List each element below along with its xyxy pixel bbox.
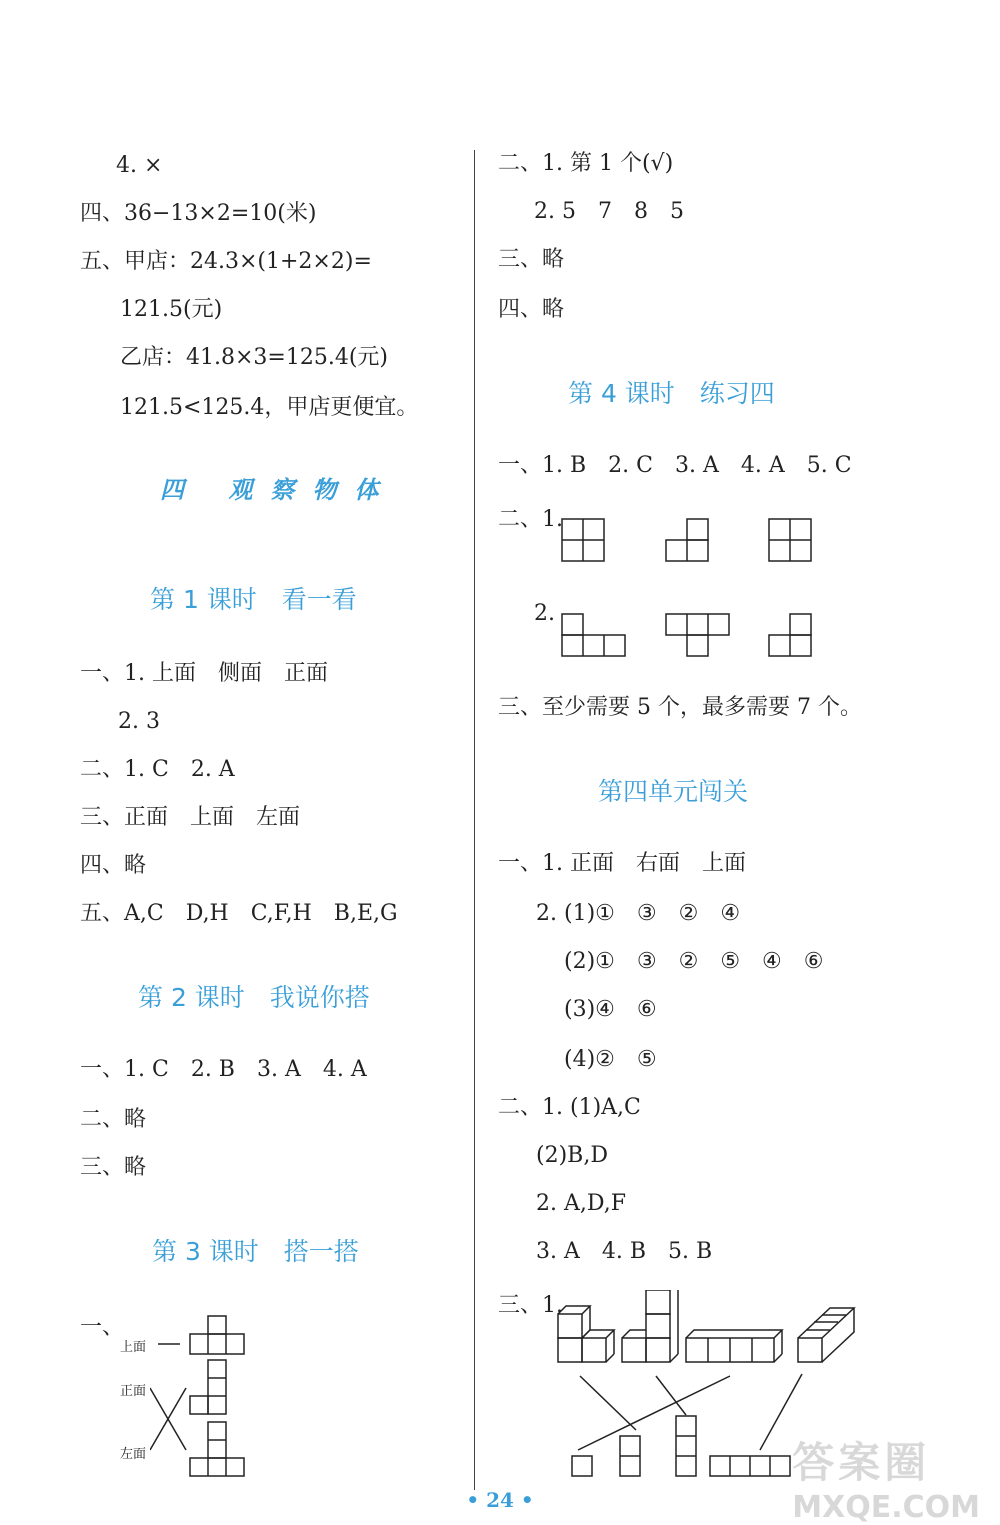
answer-line: 二、1. 第 1 个(√): [498, 151, 674, 176]
answer-line: 一、: [80, 1315, 125, 1340]
answer-line: 一、1. 上面 侧面 正面: [80, 661, 328, 686]
answer-line: 2.: [534, 601, 555, 626]
answer-line: 四、略: [80, 853, 147, 878]
watermark-text: 答案圈: [792, 1438, 931, 1487]
views-matching-figure: [150, 1310, 260, 1485]
page-number: • 24 •: [466, 1488, 534, 1512]
watermark-logo: [792, 1430, 980, 1525]
answer-line: (2)B,D: [536, 1143, 608, 1168]
section-heading: 第 3 课时 搭一搭: [152, 1237, 359, 1266]
answer-line: 2. (1)① ③ ② ④: [536, 901, 741, 926]
answer-line: 三、略: [498, 247, 565, 272]
answer-line: 五、甲店：24.3×(1+2×2)=: [80, 249, 372, 274]
answer-line: 二、1.: [498, 507, 563, 532]
section-heading: 第四单元闯关: [598, 777, 749, 806]
answer-line: (3)④ ⑥: [564, 997, 657, 1022]
answer-line: 三、正面 上面 左面: [80, 805, 301, 830]
answer-line: 一、1. 正面 右面 上面: [498, 851, 746, 876]
views-row-1: [560, 515, 820, 565]
section-heading: 第 2 课时 我说你搭: [138, 983, 370, 1012]
answer-line: 2. A,D,F: [536, 1191, 626, 1216]
answer-line: 121.5<125.4，甲店更便宜。: [120, 395, 419, 420]
answer-line: 一、1. B 2. C 3. A 4. A 5. C: [498, 453, 852, 478]
answer-line: 4. ×: [116, 153, 163, 178]
answer-line: 三、略: [80, 1155, 147, 1180]
views-row-2: [560, 610, 820, 660]
watermark-url: MXQE.COM: [792, 1490, 980, 1525]
answer-line: (4)② ⑤: [564, 1047, 657, 1072]
answer-line: 2. 5 7 8 5: [534, 199, 684, 224]
answer-line: 3. A 4. B 5. B: [536, 1239, 713, 1264]
answer-line: 乙店：41.8×3=125.4(元): [120, 345, 388, 370]
answer-line: 五、A,C D,H C,F,H B,E,G: [80, 901, 398, 926]
answer-line: (2)① ③ ② ⑤ ④ ⑥: [564, 949, 824, 974]
chapter-title: 四 观察物体: [160, 476, 397, 504]
view-label-front: 正面: [120, 1384, 147, 1399]
section-heading: 第 4 课时 练习四: [568, 379, 775, 408]
answer-line: 四、36−13×2=10(米): [80, 201, 317, 226]
answer-line: 二、1. C 2. A: [80, 757, 235, 782]
answer-line: 121.5(元): [120, 297, 223, 322]
answer-line: 二、1. (1)A,C: [498, 1095, 641, 1120]
answer-line: 三、1.: [498, 1293, 563, 1318]
answer-line: 四、略: [498, 297, 565, 322]
answer-line: 2. 3: [118, 709, 160, 734]
view-label-left: 左面: [120, 1447, 147, 1462]
answer-line: 二、略: [80, 1107, 147, 1132]
answer-line: 一、1. C 2. B 3. A 4. A: [80, 1057, 367, 1082]
column-divider: [474, 150, 475, 1490]
section-heading: 第 1 课时 看一看: [150, 585, 357, 614]
view-label-top: 上面: [120, 1340, 147, 1355]
answer-line: 三、至少需要 5 个，最多需要 7 个。: [498, 695, 862, 720]
